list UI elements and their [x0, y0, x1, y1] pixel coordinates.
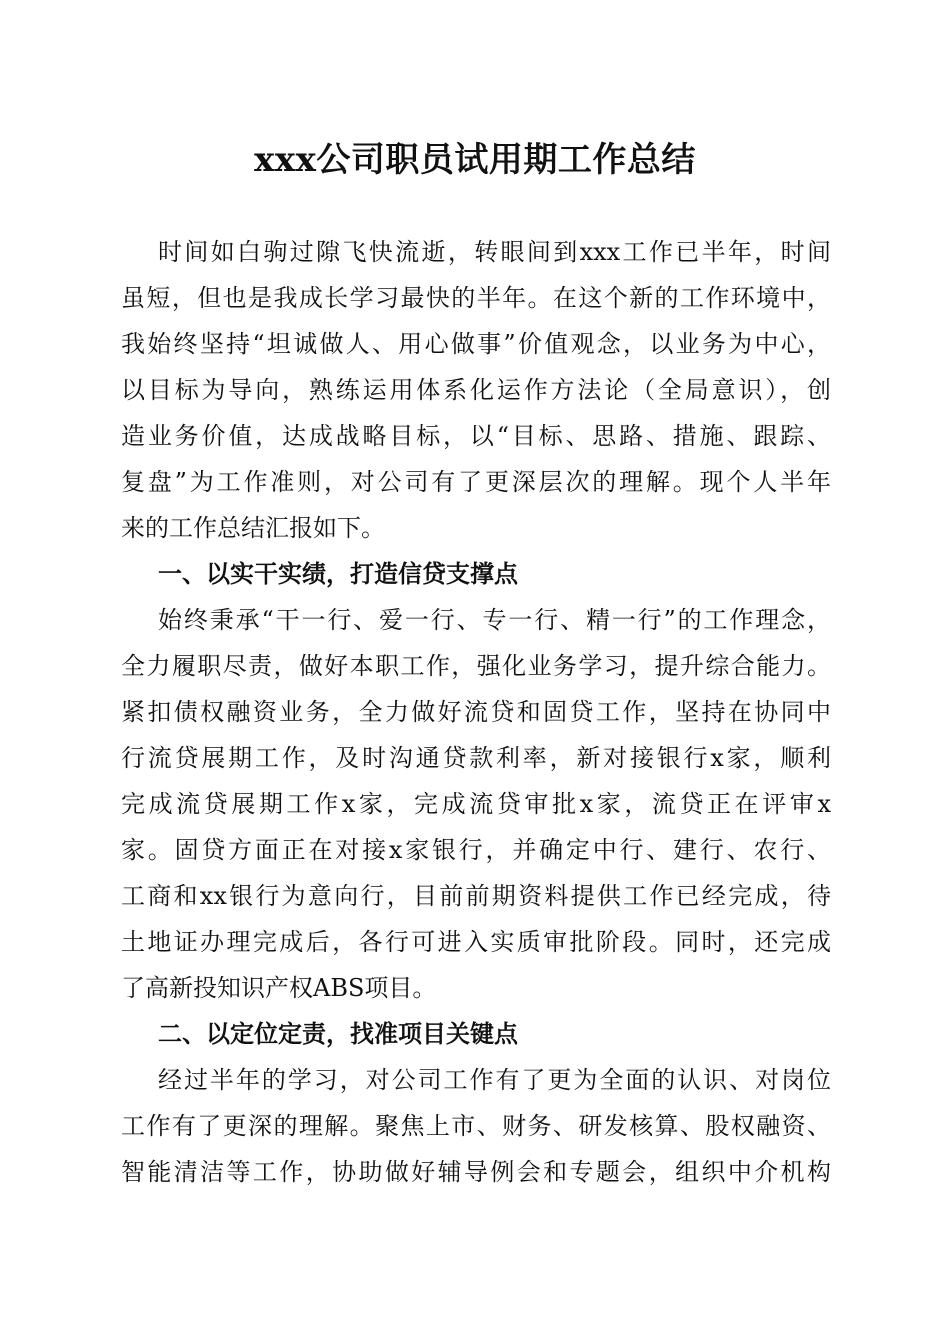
section1-line: 紧扣债权融资业务，全力做好流贷和固贷工作，坚持在协同中 — [121, 698, 831, 726]
section1-line: 了高新投知识产权ABS项目。 — [121, 974, 437, 1002]
section1-line: 土地证办理完成后，各行可进入实质审批阶段。同时，还完成 — [121, 928, 831, 956]
intro-line: 复盘”为工作准则，对公司有了更深层次的理解。现个人半年 — [121, 468, 831, 496]
section-heading-1: 一、以实干实绩，打造信贷支撑点 — [158, 560, 518, 588]
intro-line: 虽短，但也是我成长学习最快的半年。在这个新的工作环境中， — [121, 284, 831, 312]
section1-line: 完成流贷展期工作x家，完成流贷审批x家，流贷正在评审x — [121, 790, 831, 818]
intro-line: 造业务价值，达成战略目标，以“目标、思路、措施、跟踪、 — [121, 422, 831, 450]
section1-line: 始终秉承“干一行、爱一行、专一行、精一行”的工作理念， — [158, 606, 831, 634]
section1-line: 家。固贷方面正在对接x家银行，并确定中行、建行、农行、 — [121, 836, 831, 864]
intro-line: 以目标为导向，熟练运用体系化运作方法论（全局意识），创 — [121, 376, 831, 404]
section2-line: 经过半年的学习，对公司工作有了更为全面的认识、对岗位 — [158, 1066, 831, 1094]
section2-line: 智能清洁等工作，协助做好辅导例会和专题会，组织中介机构 — [121, 1158, 831, 1186]
section-heading-2: 二、以定位定责，找准项目关键点 — [158, 1020, 518, 1048]
section1-line: 行流贷展期工作，及时沟通贷款利率，新对接银行x家，顺利 — [121, 744, 831, 772]
intro-line: 来的工作总结汇报如下。 — [121, 514, 385, 542]
section2-line: 工作有了更深的理解。聚焦上市、财务、研发核算、股权融资、 — [121, 1112, 831, 1140]
section1-line: 工商和xx银行为意向行，目前前期资料提供工作已经完成，待 — [121, 882, 831, 910]
section1-line: 全力履职尽责，做好本职工作，强化业务学习，提升综合能力。 — [121, 652, 831, 680]
intro-line: 时间如白驹过隙飞快流逝，转眼间到xxx工作已半年，时间 — [158, 238, 831, 266]
document-title: xxx公司职员试用期工作总结 — [254, 140, 696, 180]
intro-line: 我始终坚持“坦诚做人、用心做事”价值观念，以业务为中心， — [121, 330, 831, 358]
